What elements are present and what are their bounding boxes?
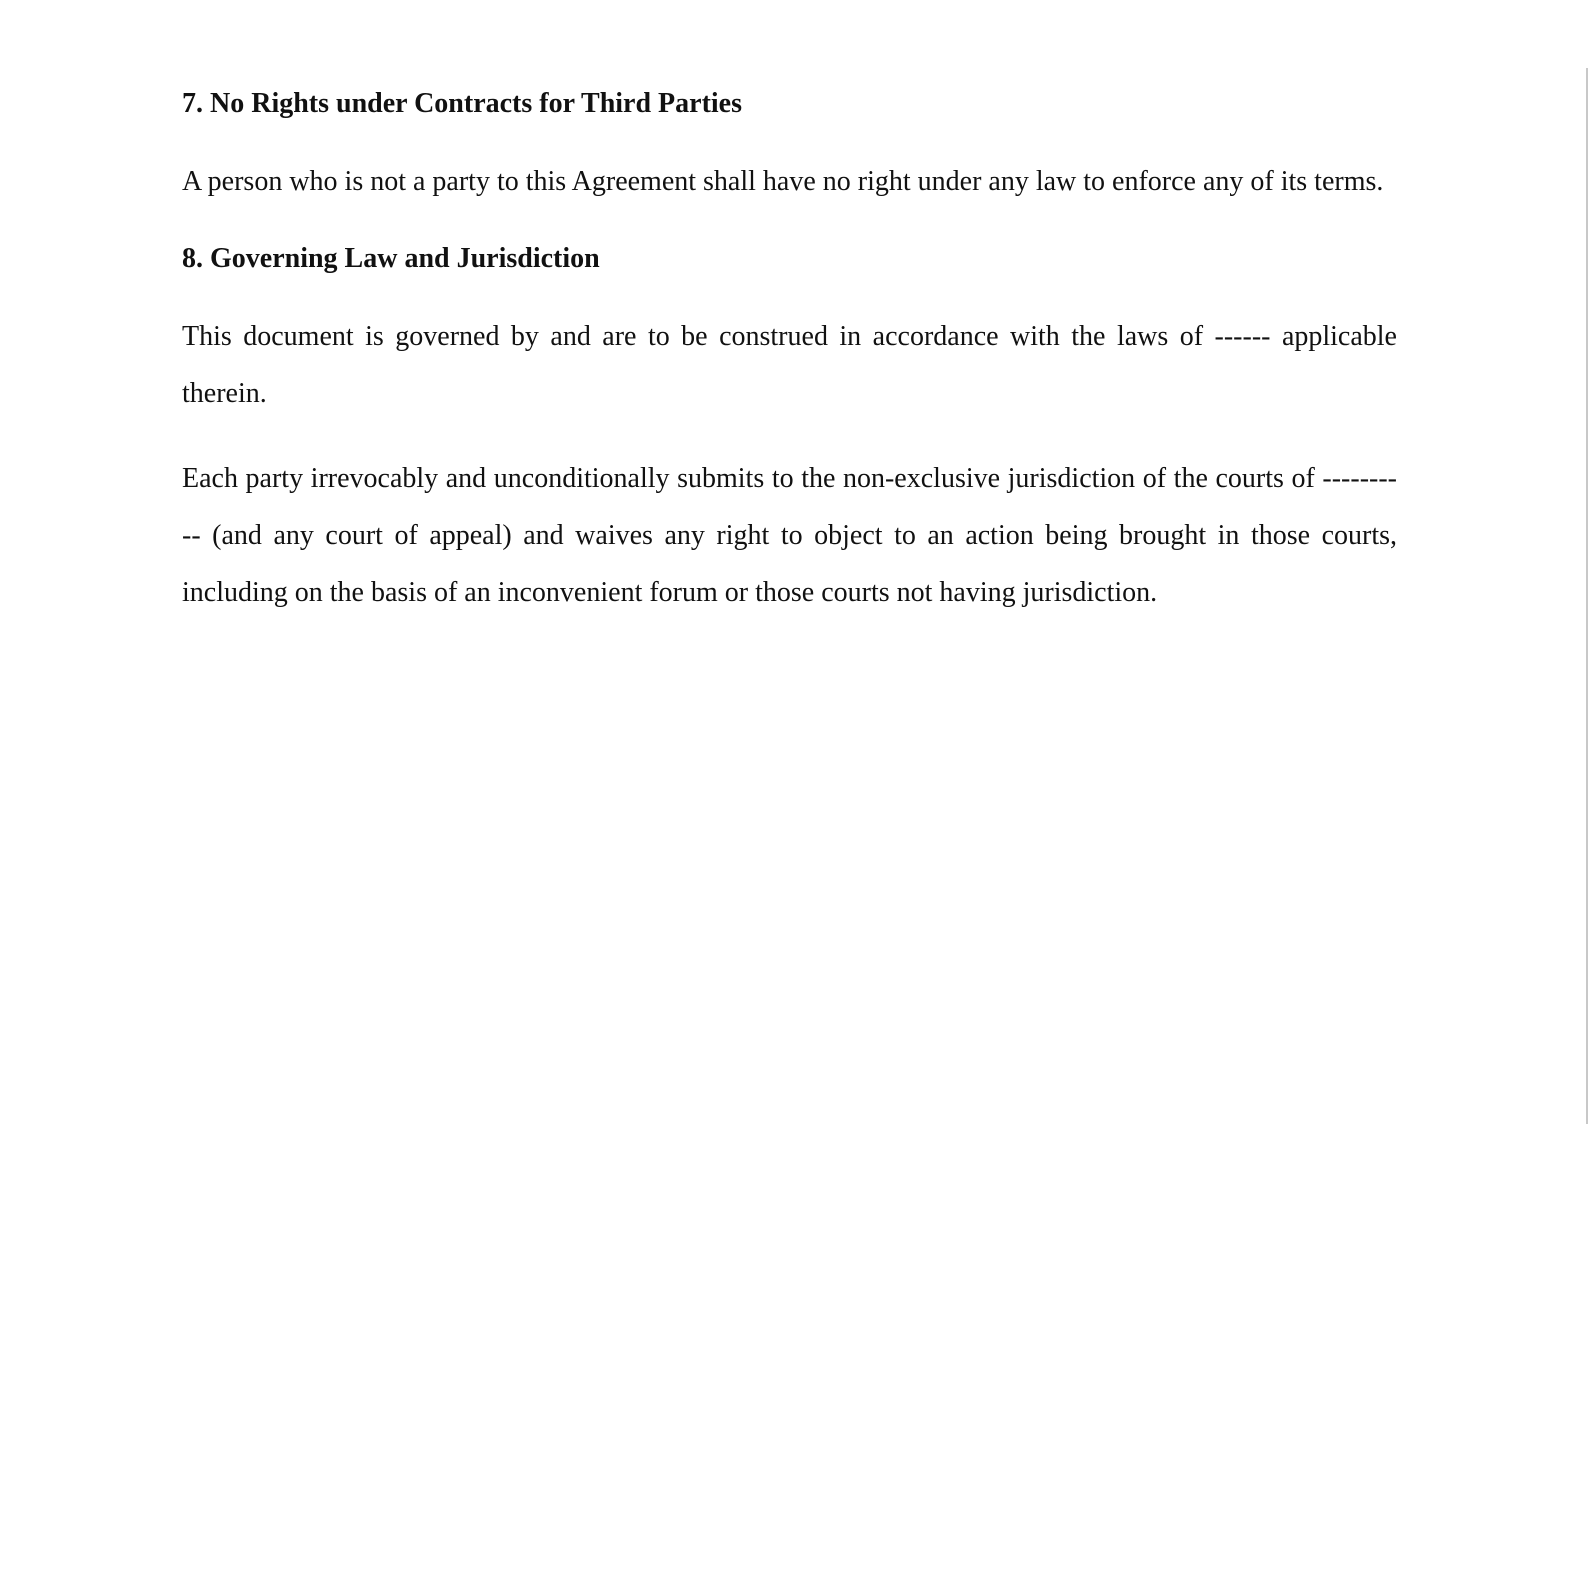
section-heading: 8. Governing Law and Jurisdiction (182, 243, 600, 274)
section-paragraph: Each party irrevocably and unconditionally submits to the non-exclusive jurisdiction of the courts of ---------- (and any court of appeal) and waives any right to object to an action being brought in those courts, including on the basis of an inconvenient forum or those courts not having jurisdiction. (182, 463, 1397, 608)
section-governing-law (182, 239, 1397, 621)
section-no-rights-third-parties (182, 84, 1397, 210)
section-paragraph: A person who is not a party to this Agreement shall have no right under any law to enforce any of its terms. (182, 166, 1384, 197)
section-heading: 7. No Rights under Contracts for Third Parties (182, 88, 742, 119)
document-body (182, 84, 1397, 621)
section-paragraph: This document is governed by and are to be construed in accordance with the laws of ------ applicable therein. (182, 321, 1397, 409)
